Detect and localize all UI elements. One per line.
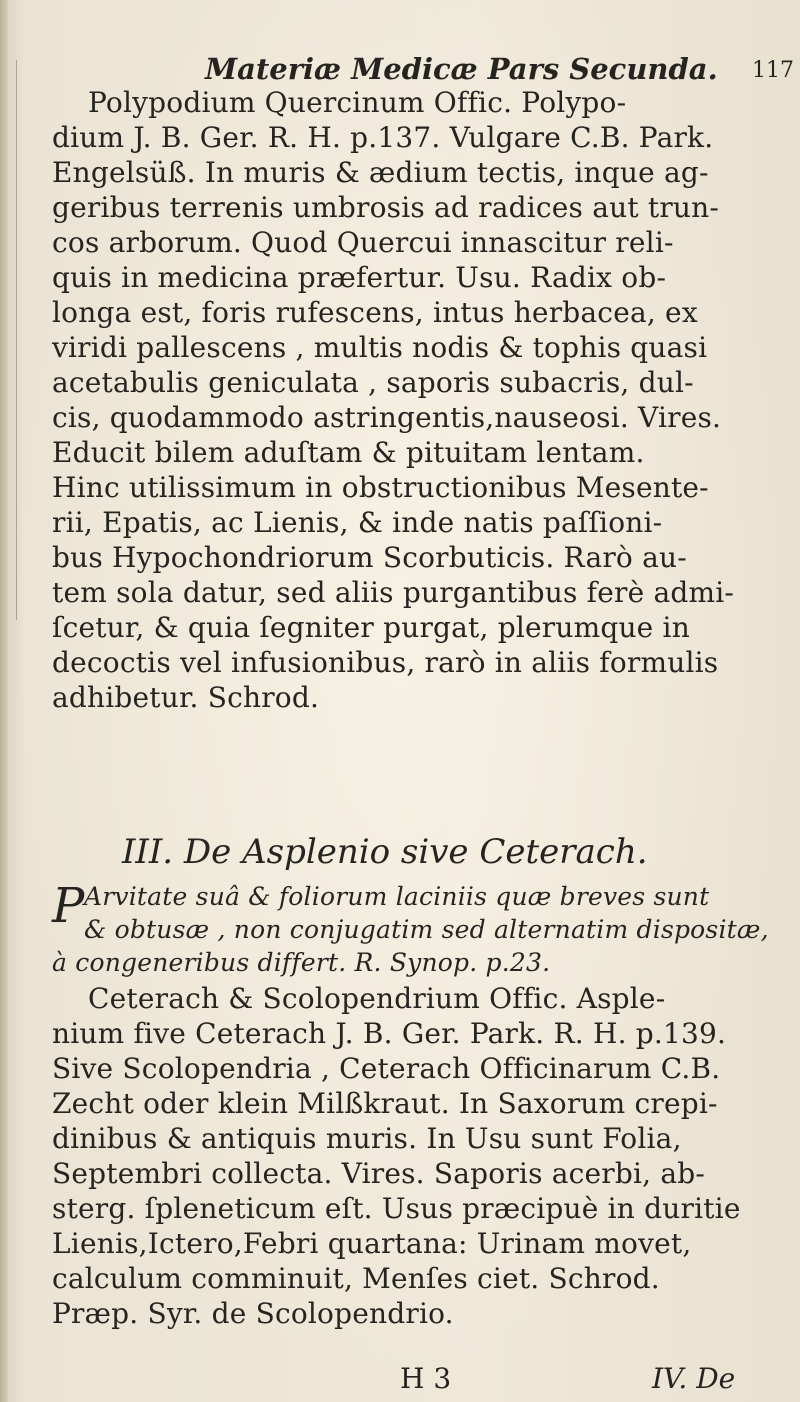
text-line: geribus terrenis umbrosis ad radices aut trun- [52,191,720,224]
text-line: Hinc utilissimum in obstructionibus Mesente- [52,471,709,504]
text-line: nium five Ceterach J. B. Ger. Park. R. H. p.139. [52,1017,727,1050]
text-line: tem sola datur, sed aliis purgantibus ferè admi- [52,576,735,609]
section-heading: III. De Asplenio sive Ceterach. [122,832,648,872]
text-line: Zecht oder klein Milßkraut. In Saxorum crepi- [52,1087,718,1120]
text-line: ſcetur, & quia ſegniter purgat, plerumque in [52,611,690,644]
margin-rule [16,60,17,620]
text-line: rii, Epatis, ac Lienis, & inde natis paſſioni- [52,506,663,539]
text-line: adhibetur. Schrod. [52,681,320,714]
text-line: Lienis,Ictero,Febri quartana: Urinam movet, [52,1227,692,1260]
text-line: decoctis vel infusionibus, rarò in aliis formulis [52,646,719,679]
text-line: Sive Scolopendria , Ceterach Officinarum C.B. [52,1052,721,1085]
text-line: quis in medicina præfertur. Usu. Radix ob- [52,261,667,294]
text-line: dium J. B. Ger. R. H. p.137. Vulgare C.B. Park. [52,121,714,154]
page-edge-shadow [0,0,8,1402]
text-line: cis, quodammodo astringentis,nauseosi. Vires. [52,401,722,434]
intro-line: Arvitate suâ & foliorum laciniis quæ breves sunt [84,882,710,911]
text-line: viridi pallescens , multis nodis & tophis quasi [52,331,708,364]
text-line: Septembri collecta. Vires. Saporis acerbi, ab- [52,1157,706,1190]
text-line: sterg. ſpleneticum eſt. Usus præcipuè in duritie [52,1192,741,1225]
text-line: Ceterach & Scolopendrium Offic. Asple- [88,982,666,1015]
text-line: Præp. Syr. de Scolopendrio. [52,1297,454,1330]
running-head: Materiæ Medicæ Pars Secunda. [205,52,718,86]
intro-line: à congeneribus differt. R. Synop. p.23. [52,948,551,977]
page-number: 117 [752,58,794,83]
text-line: Engelsüß. In muris & ædium tectis, inque ag- [52,156,709,189]
text-line: dinibus & antiquis muris. In Usu sunt Folia, [52,1122,682,1155]
text-line: bus Hypochondriorum Scorbuticis. Rarò au- [52,541,687,574]
text-line: Educit bilem aduſtam & pituitam lentam. [52,436,645,469]
text-line: Polypodium Quercinum Offic. Polypo- [88,86,627,119]
signature-mark: H 3 [400,1362,452,1395]
text-line: calculum comminuit, Menſes ciet. Schrod. [52,1262,660,1295]
text-line: cos arborum. Quod Quercui innascitur reli- [52,226,674,259]
catchword: IV. De [652,1362,736,1395]
intro-line: & obtusæ , non conjugatim sed alternatim dispositæ, [84,915,769,944]
drop-cap: P [52,878,85,934]
text-line: acetabulis geniculata , saporis subacris, dul- [52,366,694,399]
text-line: longa est, foris rufescens, intus herbacea, ex [52,296,698,329]
